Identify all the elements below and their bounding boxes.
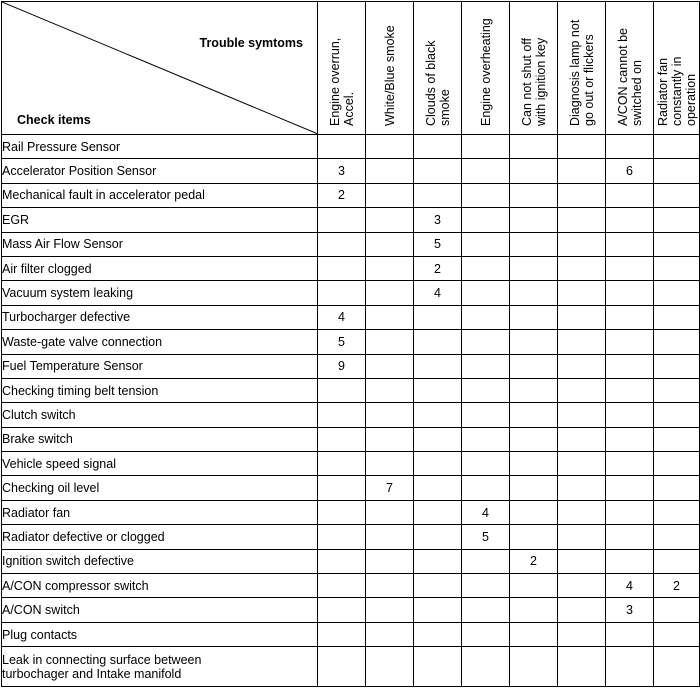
priority-cell xyxy=(366,598,414,622)
priority-cell xyxy=(558,330,606,354)
priority-cell xyxy=(558,427,606,451)
table-row xyxy=(2,574,700,598)
priority-cell xyxy=(462,232,510,256)
priority-cell xyxy=(366,305,414,329)
priority-cell xyxy=(318,500,366,524)
priority-cell xyxy=(414,647,462,687)
priority-cell xyxy=(558,135,606,159)
priority-cell: 4 xyxy=(606,574,654,598)
priority-cell xyxy=(510,403,558,427)
priority-cell xyxy=(654,330,700,354)
priority-cell xyxy=(510,598,558,622)
column-header-black-smoke: Clouds of black smoke xyxy=(414,2,462,135)
priority-cell xyxy=(366,330,414,354)
priority-cell xyxy=(558,500,606,524)
priority-cell xyxy=(606,330,654,354)
table-row xyxy=(2,647,700,687)
table-row xyxy=(2,378,700,402)
column-header-diagnosis-lamp: Diagnosis lamp not go out or flickers xyxy=(558,2,606,135)
priority-cell xyxy=(606,305,654,329)
priority-cell xyxy=(366,525,414,549)
priority-cell: 3 xyxy=(414,208,462,232)
priority-cell xyxy=(654,403,700,427)
priority-cell xyxy=(558,622,606,646)
check-item-cell: Checking timing belt tension xyxy=(2,378,318,402)
priority-cell xyxy=(654,452,700,476)
table-row xyxy=(2,183,700,207)
check-item-cell: Brake switch xyxy=(2,427,318,451)
priority-cell xyxy=(558,476,606,500)
priority-cell xyxy=(654,476,700,500)
priority-cell xyxy=(462,281,510,305)
priority-cell xyxy=(510,647,558,687)
priority-cell xyxy=(654,135,700,159)
priority-cell xyxy=(558,378,606,402)
table-row xyxy=(2,500,700,524)
priority-cell xyxy=(606,232,654,256)
priority-cell xyxy=(462,159,510,183)
priority-cell xyxy=(654,427,700,451)
priority-cell xyxy=(510,159,558,183)
matrix-body xyxy=(2,135,700,687)
priority-cell: 6 xyxy=(606,159,654,183)
check-item-cell: Rail Pressure Sensor xyxy=(2,135,318,159)
priority-cell xyxy=(606,183,654,207)
check-item-cell: Ignition switch defective xyxy=(2,549,318,573)
table-row xyxy=(2,208,700,232)
priority-cell xyxy=(510,232,558,256)
priority-cell xyxy=(654,281,700,305)
table-row xyxy=(2,525,700,549)
header-corner-cell xyxy=(2,2,318,135)
table-row xyxy=(2,159,700,183)
priority-cell xyxy=(462,183,510,207)
priority-cell xyxy=(510,208,558,232)
column-header-engine-overheating: Engine overheating xyxy=(462,2,510,135)
priority-cell xyxy=(366,622,414,646)
priority-cell xyxy=(318,598,366,622)
priority-cell xyxy=(366,232,414,256)
priority-cell: 5 xyxy=(318,330,366,354)
priority-cell xyxy=(366,574,414,598)
priority-cell xyxy=(414,574,462,598)
header-row xyxy=(2,2,700,135)
priority-cell xyxy=(558,452,606,476)
priority-cell xyxy=(654,500,700,524)
trouble-symptoms-label: Trouble symtoms xyxy=(199,36,303,50)
priority-cell xyxy=(414,305,462,329)
priority-cell xyxy=(510,427,558,451)
priority-cell xyxy=(462,378,510,402)
priority-cell xyxy=(654,647,700,687)
priority-cell xyxy=(510,622,558,646)
check-item-cell: A/CON compressor switch xyxy=(2,574,318,598)
priority-cell xyxy=(366,208,414,232)
priority-cell xyxy=(654,598,700,622)
priority-cell: 5 xyxy=(462,525,510,549)
priority-cell xyxy=(366,427,414,451)
table-row xyxy=(2,452,700,476)
priority-cell xyxy=(606,135,654,159)
priority-cell: 2 xyxy=(318,183,366,207)
priority-cell xyxy=(510,452,558,476)
priority-cell xyxy=(558,574,606,598)
priority-cell xyxy=(510,574,558,598)
priority-cell xyxy=(462,647,510,687)
column-header-acon-cannot-switch-on: A/CON cannot be switched on xyxy=(606,2,654,135)
priority-cell: 5 xyxy=(414,232,462,256)
priority-cell xyxy=(462,476,510,500)
priority-cell: 2 xyxy=(414,256,462,280)
priority-cell xyxy=(366,135,414,159)
check-item-cell: Radiator fan xyxy=(2,500,318,524)
priority-cell xyxy=(654,378,700,402)
priority-cell xyxy=(606,525,654,549)
table-row xyxy=(2,281,700,305)
priority-cell xyxy=(414,183,462,207)
priority-cell: 3 xyxy=(318,159,366,183)
priority-cell xyxy=(366,159,414,183)
priority-cell xyxy=(414,403,462,427)
priority-cell xyxy=(510,378,558,402)
priority-cell xyxy=(462,135,510,159)
priority-cell: 9 xyxy=(318,354,366,378)
priority-cell xyxy=(606,476,654,500)
priority-cell xyxy=(510,305,558,329)
priority-cell xyxy=(510,476,558,500)
priority-cell xyxy=(462,622,510,646)
check-item-cell: Leak in connecting surface between turbochager and Intake manifold xyxy=(2,647,318,687)
check-item-cell: Air filter clogged xyxy=(2,256,318,280)
priority-cell xyxy=(510,256,558,280)
priority-cell xyxy=(606,647,654,687)
check-item-cell: Clutch switch xyxy=(2,403,318,427)
priority-cell xyxy=(510,354,558,378)
priority-cell xyxy=(606,403,654,427)
priority-cell xyxy=(462,427,510,451)
priority-cell xyxy=(654,232,700,256)
priority-cell xyxy=(414,135,462,159)
priority-cell xyxy=(606,622,654,646)
priority-cell: 4 xyxy=(318,305,366,329)
check-item-cell: Radiator defective or clogged xyxy=(2,525,318,549)
priority-cell xyxy=(558,403,606,427)
priority-cell xyxy=(318,378,366,402)
check-item-cell: A/CON switch xyxy=(2,598,318,622)
table-row xyxy=(2,622,700,646)
priority-cell xyxy=(654,159,700,183)
check-item-cell: Turbocharger defective xyxy=(2,305,318,329)
priority-cell xyxy=(462,305,510,329)
priority-cell xyxy=(366,354,414,378)
priority-cell xyxy=(366,378,414,402)
check-item-cell: Vacuum system leaking xyxy=(2,281,318,305)
table-row xyxy=(2,232,700,256)
priority-cell xyxy=(462,549,510,573)
priority-cell xyxy=(366,183,414,207)
table-row xyxy=(2,427,700,451)
priority-cell xyxy=(606,208,654,232)
priority-cell xyxy=(318,452,366,476)
check-item-cell: Accelerator Position Sensor xyxy=(2,159,318,183)
priority-cell xyxy=(318,549,366,573)
check-item-cell: Fuel Temperature Sensor xyxy=(2,354,318,378)
priority-cell xyxy=(654,256,700,280)
priority-cell xyxy=(654,208,700,232)
priority-cell xyxy=(558,354,606,378)
priority-cell xyxy=(654,525,700,549)
priority-cell xyxy=(414,525,462,549)
priority-cell xyxy=(606,281,654,305)
priority-cell xyxy=(558,598,606,622)
priority-cell xyxy=(462,574,510,598)
priority-cell xyxy=(606,354,654,378)
priority-cell xyxy=(606,427,654,451)
priority-cell xyxy=(414,452,462,476)
priority-cell xyxy=(366,281,414,305)
priority-cell xyxy=(510,281,558,305)
priority-cell xyxy=(318,135,366,159)
priority-cell xyxy=(462,403,510,427)
priority-cell xyxy=(318,574,366,598)
check-item-cell: EGR xyxy=(2,208,318,232)
priority-cell xyxy=(366,549,414,573)
priority-cell xyxy=(654,354,700,378)
priority-cell xyxy=(414,476,462,500)
table-row xyxy=(2,305,700,329)
priority-cell xyxy=(462,598,510,622)
table-row xyxy=(2,598,700,622)
table-row xyxy=(2,135,700,159)
priority-cell xyxy=(414,159,462,183)
priority-cell: 7 xyxy=(366,476,414,500)
priority-cell xyxy=(318,256,366,280)
priority-cell xyxy=(606,256,654,280)
priority-cell xyxy=(510,135,558,159)
table-row xyxy=(2,549,700,573)
priority-cell xyxy=(654,549,700,573)
priority-cell xyxy=(414,500,462,524)
priority-cell xyxy=(558,256,606,280)
trouble-check-table xyxy=(1,1,700,687)
table-row xyxy=(2,256,700,280)
priority-cell xyxy=(318,622,366,646)
column-header-radiator-fan-constant: Radiator fan constantly in operation xyxy=(654,2,700,135)
priority-cell xyxy=(318,647,366,687)
priority-cell xyxy=(510,525,558,549)
priority-cell xyxy=(462,330,510,354)
check-item-cell: Plug contacts xyxy=(2,622,318,646)
priority-cell xyxy=(414,378,462,402)
priority-cell xyxy=(366,647,414,687)
priority-cell: 2 xyxy=(510,549,558,573)
priority-cell xyxy=(462,208,510,232)
priority-cell: 2 xyxy=(654,574,700,598)
priority-cell xyxy=(318,525,366,549)
column-header-cannot-shut-off: Can not shut off with ignition key xyxy=(510,2,558,135)
priority-cell xyxy=(558,281,606,305)
priority-cell xyxy=(318,232,366,256)
priority-cell xyxy=(654,183,700,207)
check-item-cell: Mechanical fault in accelerator pedal xyxy=(2,183,318,207)
priority-cell xyxy=(558,549,606,573)
check-item-cell: Checking oil level xyxy=(2,476,318,500)
priority-cell xyxy=(414,354,462,378)
priority-cell xyxy=(366,500,414,524)
priority-cell xyxy=(462,354,510,378)
table-row xyxy=(2,476,700,500)
priority-cell: 4 xyxy=(462,500,510,524)
table-row xyxy=(2,354,700,378)
priority-cell xyxy=(366,403,414,427)
column-header-white-blue-smoke: White/Blue smoke xyxy=(366,2,414,135)
priority-cell xyxy=(558,159,606,183)
priority-cell xyxy=(558,183,606,207)
table-row xyxy=(2,403,700,427)
priority-cell: 4 xyxy=(414,281,462,305)
priority-cell xyxy=(606,500,654,524)
priority-cell xyxy=(606,452,654,476)
priority-cell xyxy=(318,476,366,500)
priority-cell xyxy=(414,598,462,622)
priority-cell xyxy=(558,208,606,232)
priority-cell xyxy=(318,427,366,451)
priority-cell xyxy=(654,305,700,329)
priority-cell: 3 xyxy=(606,598,654,622)
priority-cell xyxy=(318,208,366,232)
priority-cell xyxy=(414,330,462,354)
priority-cell xyxy=(558,232,606,256)
table-row xyxy=(2,330,700,354)
priority-cell xyxy=(414,427,462,451)
priority-cell xyxy=(510,330,558,354)
priority-cell xyxy=(558,305,606,329)
check-item-cell: Mass Air Flow Sensor xyxy=(2,232,318,256)
priority-cell xyxy=(366,452,414,476)
check-item-cell: Vehicle speed signal xyxy=(2,452,318,476)
priority-cell xyxy=(414,549,462,573)
priority-cell xyxy=(318,281,366,305)
column-header-engine-overrun: Engine overrun, Accel. xyxy=(318,2,366,135)
priority-cell xyxy=(558,647,606,687)
check-items-label: Check items xyxy=(17,113,91,127)
check-item-cell: Waste-gate valve connection xyxy=(2,330,318,354)
priority-cell xyxy=(606,549,654,573)
priority-cell xyxy=(318,403,366,427)
priority-cell xyxy=(558,525,606,549)
priority-cell xyxy=(510,183,558,207)
priority-cell xyxy=(462,452,510,476)
priority-cell xyxy=(414,622,462,646)
priority-cell xyxy=(366,256,414,280)
priority-cell xyxy=(462,256,510,280)
priority-cell xyxy=(606,378,654,402)
priority-cell xyxy=(510,500,558,524)
priority-cell xyxy=(654,622,700,646)
